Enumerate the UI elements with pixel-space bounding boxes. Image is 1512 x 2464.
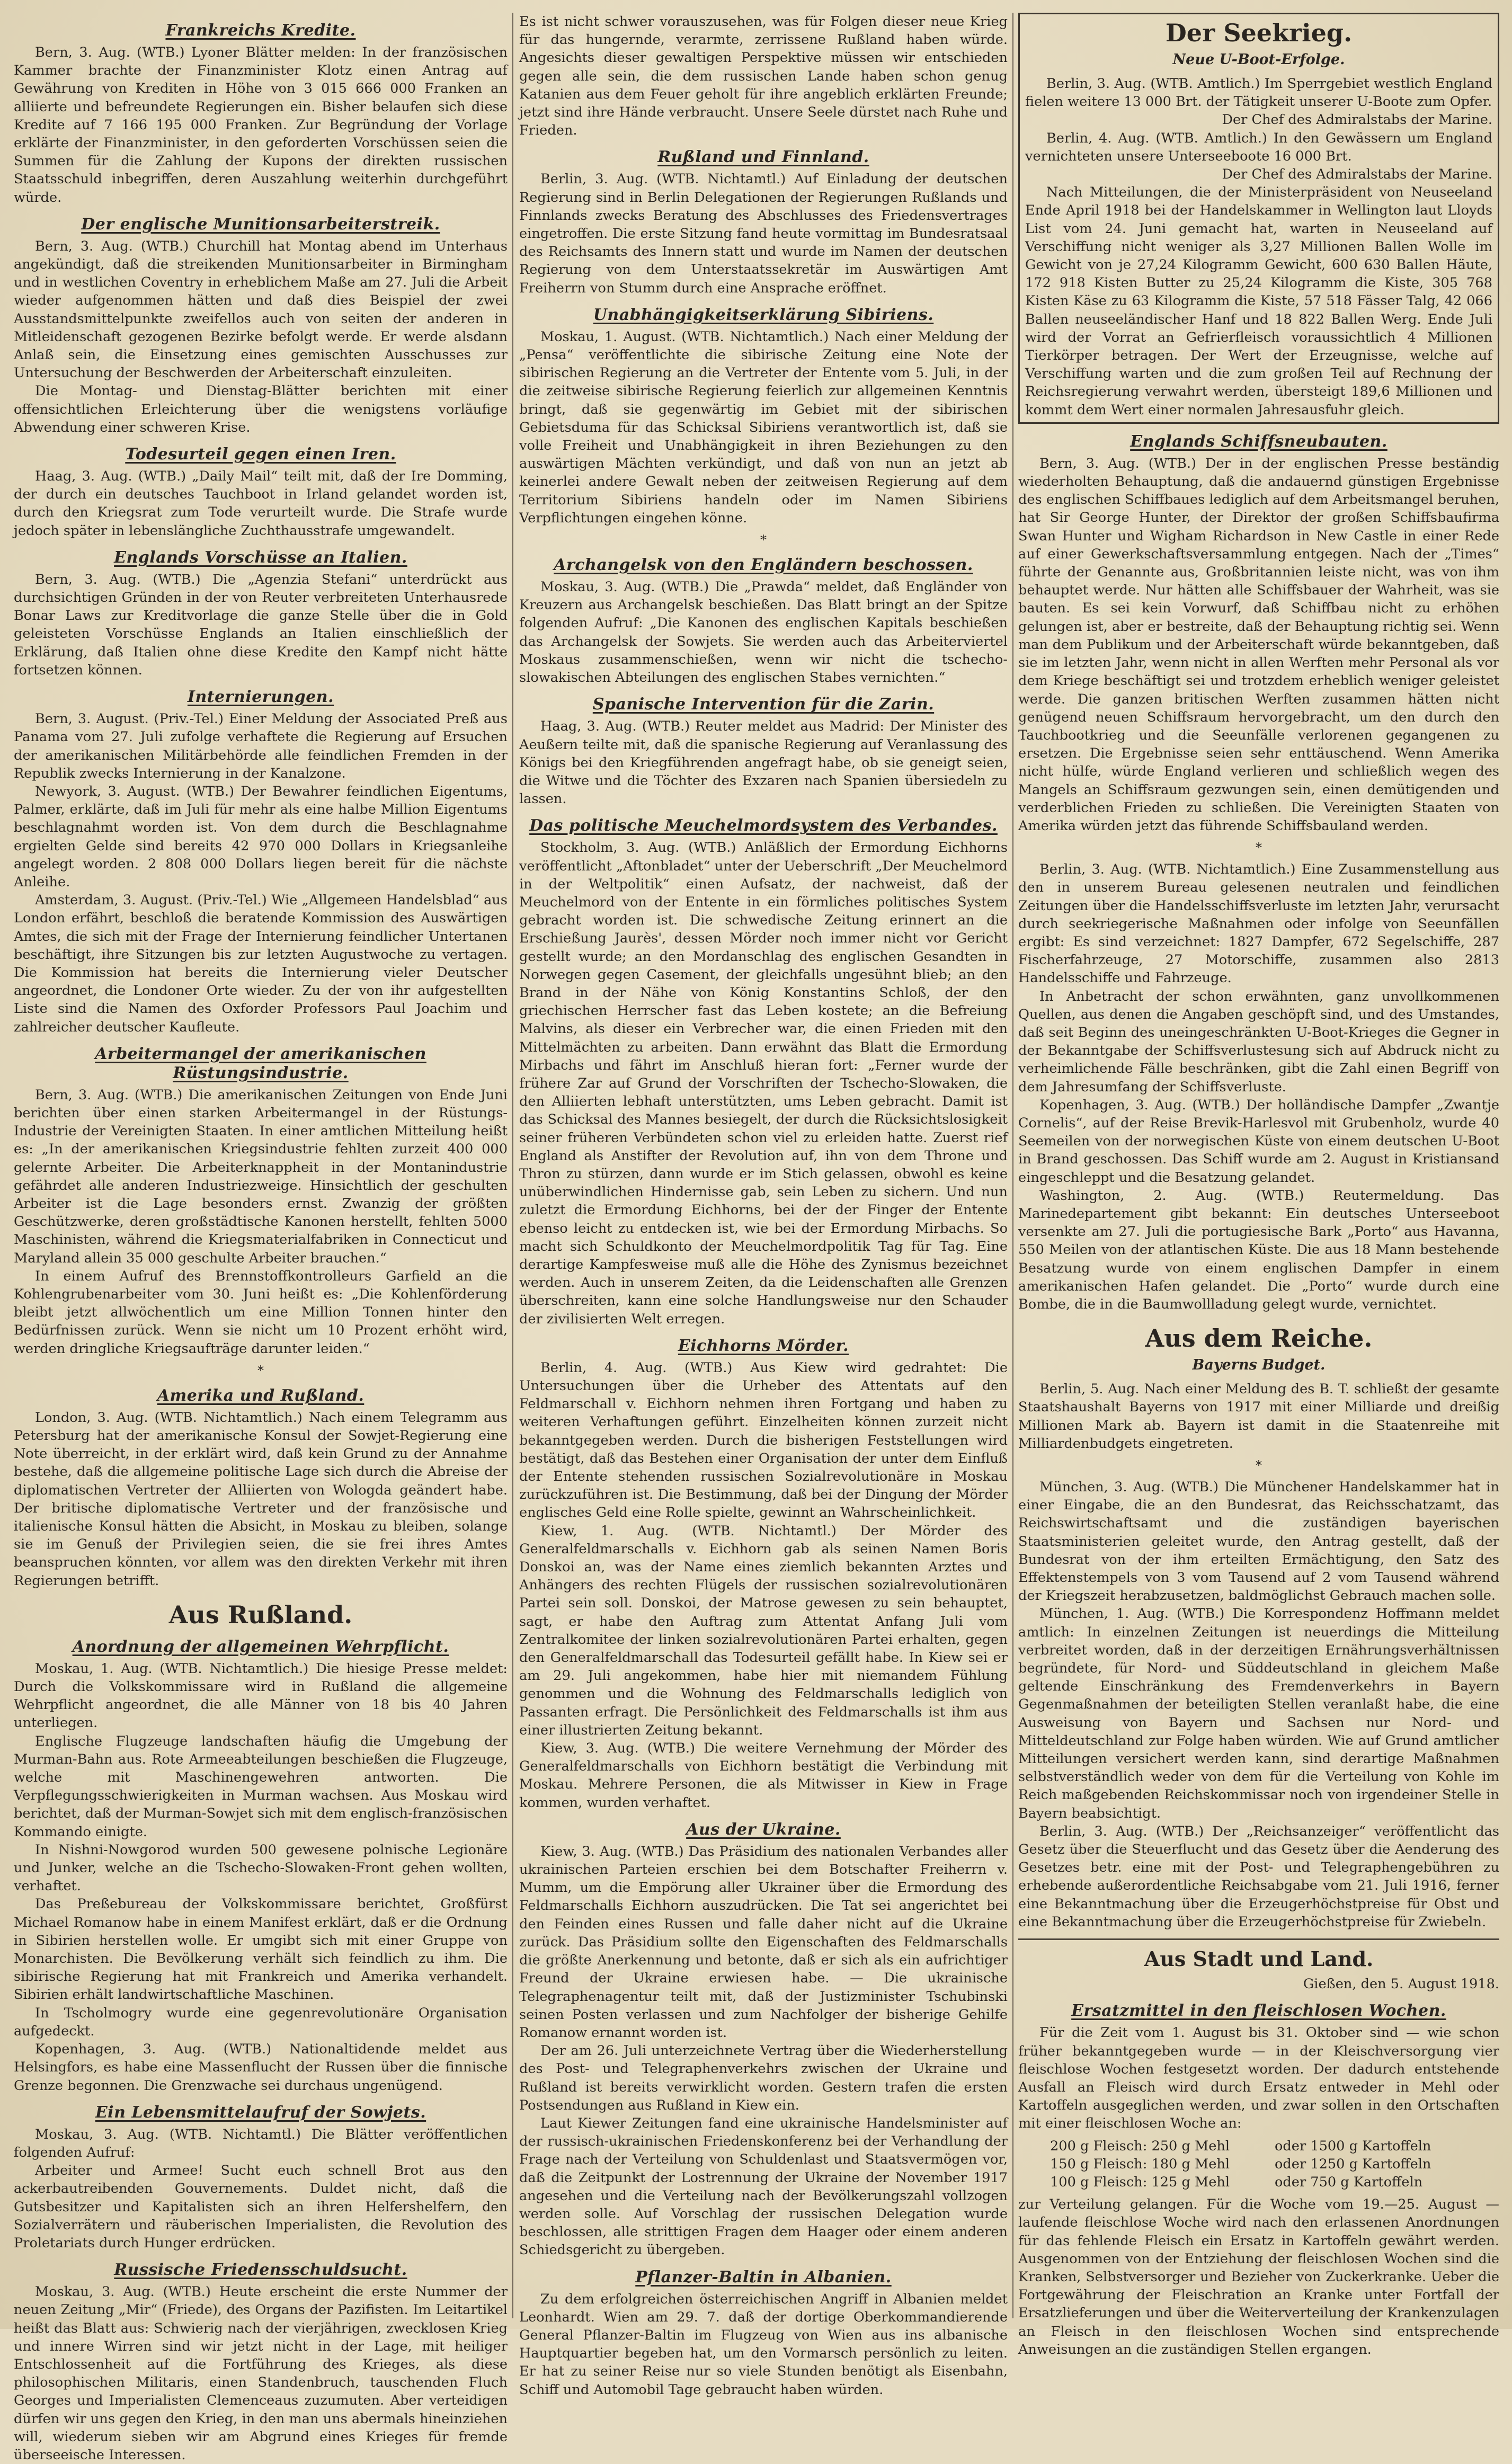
article-paragraph: Amsterdam, 3. August. (Priv.-Tel.) Wie „Allgemeen Handelsblad“ aus London erfährt, beschloß die beratende Kommission des Auswärtigen Amtes, die sich mit der Frage der Internierung feindlicher Untertanen beschäftigt, ihre Sitzungen bis zur letzten Augustwoche zu vertagen. Die Kommission hat bereits die Internierung vieler Deutscher angeordnet, die Londoner Orte wieder. Zu der von ihr aufgestellten Liste sind die Namen des Oxforder Professors Paul Joachim und zahlreicher deutscher Kaufleute.	[14, 892, 508, 1035]
article-title: Eichhorns Mörder.	[678, 1336, 849, 1355]
article-paragraph: Haag, 3. Aug. (WTB.) Reuter meldet aus Madrid: Der Minister des Aeußern teilte mit, daß die spanische Regierung auf Veranlassung des Königs bei den Kriegführenden angefragt habe, ob sie geneigt seien, die Witwe und die Töchter des Exzaren nach Spanien übersiedeln zu lassen.	[519, 718, 1008, 807]
article-internierungen	[14, 688, 508, 1036]
table-row	[1050, 2137, 1499, 2155]
asterisk-separator: *	[1256, 840, 1262, 856]
table-cell: oder 750 g Kartoffeln	[1275, 2174, 1423, 2190]
article-title: Archangelsk von den Engländern beschossen.	[554, 556, 973, 575]
section-title: Der Seekrieg.	[1165, 19, 1353, 47]
column-rule	[1012, 13, 1013, 2318]
article-paragraph: Moskau, 3. Aug. (WTB.) Heute erscheint die erste Nummer der neuen Zeitung „Mir“ (Friede), des Organs der Pazifisten. Im Leitartikel heißt das Blatt aus: Schwierig nach der vierjährigen, zwecklosen Krieg und innere Wirren sind wir jetzt nicht in der Lage, mit heiliger Entschlossenheit auf die Fortführung des Krieges, als diese philosophischen Militaris, einen Standenbruch, tauschenden Fluch Georges und Imperialisten Clemenceaus zuzumuten. Aber verteidigen dürfen wir uns gegen den Krieg, in den man uns abermals hineinziehen will, wiederum sieben wir am Abgrund eines Krieges für fremde überseeische Interessen.	[14, 2284, 508, 2463]
article-russland-finnland	[519, 148, 1008, 297]
article-title: Spanische Intervention für die Zarin.	[592, 695, 935, 714]
article-subtitle: Bayerns Budget.	[1192, 1357, 1326, 1374]
article-paragraph: Die Montag- und Dienstag-Blätter berichten mit einer offensichtlichen Erleichterung über die wenigstens vorläufige Abwendung einer schweren Krise.	[14, 383, 508, 435]
section-divider	[1018, 1938, 1499, 1940]
article-paragraph: Berlin, 5. Aug. Nach einer Meldung des B. T. schließt der gesamte Staatshaushalt Bayerns von 1917 mit einer Milliarde und dreißig Millionen Mark ab. Bayern ist damit in die Staatenreihe mit Milliardenbudgets eingetreten.	[1018, 1381, 1499, 1452]
dateline: Gießen, den 5. August 1918.	[1303, 1976, 1499, 1992]
article-paragraph: Haag, 3. Aug. (WTB.) „Daily Mail“ teilt mit, daß der Ire Domming, der durch ein deutsches Tauchboot in Irland gelandet worden ist, durch den Kriegsrat zum Tode verurteilt wurde. Die Strafe wurde jedoch später in lebenslängliche Zuchthausstrafe umgewandelt.	[14, 468, 508, 539]
article-frankreichs-kredite	[14, 21, 508, 207]
article-title: Amerika und Rußland.	[157, 1386, 364, 1405]
article-paragraph: Washington, 2. Aug. (WTB.) Reutermeldung. Das Marinedepartement gibt bekannt: Ein deutsches Unterseeboot versenkte am 27. Juli die portugiesische Bark „Porto“ aus Havanna, 550 Meilen von der atlantischen Küste. Die aus 18 Mann bestehende Besatzung wurde von einem englischen Dampfer in einem amerikanischen Hafen gelandet. Die „Porto“ wurde durch eine Bombe, die in die Baumwollladung gelegt wurde, vernichtet.	[1018, 1187, 1499, 1312]
article-paragraph: Für die Zeit vom 1. August bis 31. Oktober sind — wie schon früher bekanntgegeben wurde — in der Kleischversorgung vier fleischlose Wochen festgesetzt worden. Der dadurch entstehende Ausfall an Fleisch wird durch Ersatz entweder in Mehl oder Kartoffeln ausgeglichen werden, und zwar sollen in den Ortschaften mit einer fleischlosen Woche an:	[1018, 2025, 1499, 2132]
table-cell: 150 g Fleisch: 180 g Mehl	[1050, 2156, 1230, 2172]
article-sibirien	[519, 306, 1008, 527]
article-stadt-und-land	[1018, 1947, 1499, 2359]
article-paragraph: In einem Aufruf des Brennstoffkontrolleurs Garfield an die Kohlengrubenarbeiter vom 30. Juni heißt es: „Die Kohlenförderung bleibt jetzt allwöchentlich um eine Million Tonnen hinter den Bedürfnissen zurück. Wenn sie nicht um 10 Prozent erhöht wird, werden dringliche Kriegsaufträge darunter leiden.“	[14, 1268, 508, 1357]
article-subtitle: Ersatzmittel in den fleischlosen Wochen.	[1071, 2002, 1446, 2021]
section-title: Aus Stadt und Land.	[1144, 1947, 1374, 1971]
article-paragraph: Der am 26. Juli unterzeichnete Vertrag über die Wiederherstellung des Post- und Telegraphenverkehrs zwischen der Ukraine und Rußland ist bereits verwirklicht worden. Gestern trafen die ersten Postsendungen aus Rußland in Kiew ein.	[519, 2043, 1008, 2113]
article-paragraph: Moskau, 3. Aug. (WTB. Nichtamtl.) Die Blätter veröffentlichen folgenden Aufruf:	[14, 2126, 508, 2160]
article-aus-russland	[14, 1600, 508, 2464]
article-paragraph: Bern, 3. Aug. (WTB.) Churchill hat Montag abend im Unterhaus angekündigt, daß die streikenden Munitionsarbeiter in Birmingham und in westlichen Coventry in erheblichem Maße am 27. Juli die Arbeit wieder aufgenommen hätten und daß dies Beispiel der zwei Ausstandsmittelpunkte zweifellos auch von seiten der anderen in Mitleidenschaft gezogenen Bezirke befolgt werde. Er werde alsdann Anlaß sein, die Einsetzung eines gemischten Ausschusses zur Untersuchung der Beschwerden der Arbeiterschaft einzuleiten.	[14, 238, 508, 381]
article-paragraph: Stockholm, 3. Aug. (WTB.) Anläßlich der Ermordung Eichhorns veröffentlicht „Aftonbladet“ unter der Ueberschrift „Der Meuchelmord in der Weltpolitik“ einen Aufsatz, der nachweist, daß der Meuchelmord von der Entente in ein förmliches politisches System gebracht worden ist. Die schwedische Zeitung erinnert an die Erschießung Jaurès', dessen Mörder noch immer nicht vor Gericht gestellt wurde; an den Mordanschlag des englischen Gesandten in Norwegen gegen Casement, der gleichfalls ungesühnt blieb; an den Brand in der Nähe von König Konstantins Schloß, der den griechischen Herrscher fast das Leben kostete; an die Befreiung Malvins, als dieser ein Verbrecher war, die einen Frieden mit den Mittelmächten zu arbeiten. Dann erwähnt das Blatt die Ermordung Mirbachs und fährt im Anschluß hieran fort: „Ferner wurde der frühere Zar auf Grund der Vorschriften der Tschecho-Slowaken, die den Alliierten lebhaft unterstützten, ums Leben gebracht. Damit ist das Schicksal des Mannes besiegelt, der durch die Rücksichtslosigkeit seiner früheren Verbündeten schon viel zu erleiden hatte. Zuerst rief England als Anstifter der Revolution auf, ihn von dem Throne und Thron zu stürzen, dann wurde er im Stich gelassen, obwohl es keine unüberwindlichen Hindernisse gab, sein Leben zu sichern. Und nun zuletzt die Ermordung Eichhorns, bei der der Finger der Entente ebenso leicht zu entdecken ist, wie bei der Ermordung Mirbachs. So macht sich Schuldkonto der Meuchelmordpolitik Tag für Tag. Eine derartige Kampfesweise muß alle die Höhe des Zynismus bezeichnet werden. Auch in unserem Zeiten, da die Leidenschaften alle Grenzen überschreiten, kann eine solche Handlungsweise nur den Schauder der zivilisierten Welt erregen.	[519, 840, 1008, 1327]
asterisk-separator: *	[760, 532, 767, 548]
article-paragraph: Berlin, 4. Aug. (WTB.) Aus Kiew wird gedrahtet: Die Untersuchungen über die Urheber des Attentats auf den Feldmarschall v. Eichhorn nehmen ihren Fortgang und haben zu weiteren Verhaftungen geführt. Einzelheiten können zurzeit nicht bekanntgegeben werden. Durch die bisherigen Feststellungen wird bestätigt, daß das Bestehen einer Organisation der unter dem Einfluß der Entente stehenden russischen Sozialrevolutionäre in Moskau zurückzuführen ist. Die Bestimmung, daß bei der Dingung der Mörder englisches Geld eine Rolle spielte, gewinnt an Wahrscheinlichkeit.	[519, 1359, 1008, 1521]
article-paragraph: Moskau, 1. August. (WTB. Nichtamtlich.) Nach einer Meldung der „Pensa“ veröffentlichte die sibirische Zeitung eine Note der sibirischen Regierung an die Vertreter der Entente vom 5. Juli, in der die zeitweise sibirische Regierung feierlich zur allgemeinen Kenntnis bringt, daß sie gegenwärtig im Gebiet mit der sibirischen Gebietsduma für das Schicksal Sibiriens verantwortlich ist, daß sie volle Freiheit und Unabhängigkeit in ihren Beziehungen zu den auswärtigen Mächten verkündigt, und daß von nun an jetzt ab keinerlei andere Gewalt neben der zeitweisen Regierung auf dem Territorium Sibiriens handeln oder im Namen Sibiriens Verpflichtungen eingehen könne.	[519, 328, 1008, 526]
article-pflanzer-baltin	[519, 2268, 1008, 2399]
article-paragraph: Bern, 3. Aug. (WTB.) Die amerikanischen Zeitungen von Ende Juni berichten über einen starken Arbeitermangel in der Rüstungs-Industrie der Vereinigten Staaten. In einer amtlichen Mitteilung heißt es: „In der amerikanischen Kriegsindustrie fehlten zurzeit 400 000 gelernte Arbeiter. Die Arbeiterknappheit in der Montanindustrie gefährdet alle anderen Industriezweige. Hinsichtlich der geschulten Arbeiter ist die Lage besonders ernst. Zwanzig der größten Geschützwerke, deren großstädtische Kanonen herstellt, fehlten 5000 Maschinisten, während die Kriegsmaterialfabriken in Connecticut und Maryland allein 35 000 geschulte Arbeiter brauchen.“	[14, 1087, 508, 1266]
article-paragraph: Moskau, 1. Aug. (WTB. Nichtamtlich.) Die hiesige Presse meldet: Durch die Volkskommissare wird in Rußland die allgemeine Wehrpflicht angeordnet, die alle Männer von 18 bis 40 Jahren unterliegen.	[14, 1660, 508, 1731]
article-paragraph: Berlin, 3. Aug. (WTB.) Der „Reichsanzeiger“ veröffentlicht das Gesetz über die Steuerflucht und das Gesetz über die Aenderung des Gesetzes betr. eine mit der Post- und Telegraphengebühren zu erhebende außerordentliche Reichsabgabe vom 21. Juli 1916, ferner eine Bekanntmachung über die Erzeugerhöchstpreise für Obst und eine Bekanntmachung über die Erzeugerhöchstpreise für Zwiebeln.	[1018, 1823, 1499, 1930]
article-paragraph: München, 1. Aug. (WTB.) Die Korrespondenz Hoffmann meldet amtlich: In einzelnen Zeitungen ist neuerdings die Mitteilung verbreitet worden, daß in der derzeitigen Ernährungsverhältnissen begründete, für Nord- und Süddeutschland in gleichem Maße geltende Einschränkung des Fremdenverkehrs in Bayern Gegenmaßnahmen der beteiligten Stellen veranlaßt habe, die eine Ausweisung von Bayern und Sachsen nur Nord- und Mitteldeutschland zur Folge haben würden. Wie auf Grund amtlicher Mitteilungen versichert werden kann, sind derartige Maßnahmen selbstverständlich weder von dem für die Verteilung von Kohle im Reich maßgebenden Reichskommissar noch von irgendeiner Stelle in Bayern beabsichtigt.	[1018, 1606, 1499, 1821]
article-title: Englands Schiffsneubauten.	[1130, 432, 1388, 451]
column-middle	[519, 13, 1008, 2398]
article-paragraph: Kiew, 3. Aug. (WTB.) Das Präsidium des nationalen Verbandes aller ukrainischen Parteien erschien bei dem Botschafter Freiherrn v. Mumm, um die Empörung aller Ukrainer über die Ermordung des Feldmarschalls Eichhorn auszudrücken. Die Tat sei angerichtet bei den Feinden eines Russen und falle daher nicht auf die Ukraine zurück. Das Präsidium sollte den Eigenschaften des Feldmarschalls die größte Anerkennung und betonte, daß er sich als ein aufrichtiger Freund der Ukraine erwiesen habe. — Die ukrainische Telegraphenagentur teilt mit, daß der Justizminister Tschubinski seinen Posten verlassen und zum Nachfolger der bisherige Gehilfe Romanow ernannt worden ist.	[519, 1843, 1008, 2041]
table-cell: oder 1250 g Kartoffeln	[1275, 2156, 1431, 2172]
column-rule	[512, 13, 513, 2318]
column-left	[14, 13, 508, 2463]
article-paragraph: Kiew, 3. Aug. (WTB.) Die weitere Vernehmung der Mörder des Generalfeldmarschalls von Eichhorn bestätigt die Verbindung mit Moskau. Mehrere Personen, die als Mitwisser in Kiew in Frage kommen, wurden verhaftet.	[519, 1740, 1008, 1811]
article-paragraph: Berlin, 3. Aug. (WTB. Nichtamtlich.) Eine Zusammenstellung aus den in unserem Bureau gelesenen neutralen und feindlichen Zeitungen über die Handelsschiffsverluste im letzten Jahr, verursacht durch seekriegerische Maßnahmen oder infolge von Seeunfällen ergibt: Es sind verzeichnet: 1827 Dampfer, 672 Segelschiffe, 287 Fischerfahrzeuge, 27 Motorschiffe, zusammen also 2813 Handelsschiffe und Fahrzeuge.	[1018, 861, 1499, 986]
article-amerika-russland	[14, 1386, 508, 1590]
article-title: Das politische Meuchelmordsystem des Verbandes.	[529, 816, 998, 835]
article-paragraph: Berlin, 3. Aug. (WTB. Amtlich.) Im Sperrgebiet westlich England fielen weitere 13 000 Brt. der Tätigkeit unserer U-Boote zum Opfer.	[1025, 76, 1492, 110]
asterisk-separator: *	[257, 1363, 264, 1378]
asterisk-separator: *	[1256, 1458, 1262, 1473]
section-title: Aus dem Reiche.	[1145, 1324, 1373, 1353]
article-paragraph: Das Preßebureau der Volkskommissare berichtet, Großfürst Michael Romanow habe in einem Manifest erklärt, daß er die Ordnung in Sibirien herstellen wolle. Er umgibt sich mit einer Gruppe von Monarchisten. Die Bevölkerung verhält sich feindlich zu ihm. Die sibirische Regierung hat mit Frankreich und Amerika verhandelt. Sibirien erhält landwirtschaftliche Maschinen.	[14, 1896, 508, 2003]
article-title: Der englische Munitionsarbeiterstreik.	[81, 215, 440, 234]
article-paragraph: Laut Kiewer Zeitungen fand eine ukrainische Handelsminister auf der russisch-ukrainischen Friedenskonferenz bei der Verhandlung der Frage nach der Verteilung von Schuldenlast und Staatsvermögen vor, daß die Zeitpunkt der Lostrennung der Ukraine der November 1917 angesehen und die Verteilung nach der Bevölkerungszahl vollzogen werden solle. Auf Vorschlag der russischen Delegation wurde beschlossen, alle strittigen Fragen dem Haager oder einem anderen Schiedsgericht zu übergeben.	[519, 2115, 1008, 2258]
article-munitionsarbeiterstreik	[14, 215, 508, 437]
article-title: Rußland und Finnland.	[657, 148, 869, 167]
article-paragraph: Kopenhagen, 3. Aug. (WTB.) Der holländische Dampfer „Zwantje Cornelis“, auf der Reise Brevik-Harlesvol mit Grubenholz, wurde 40 Seemeilen von der norwegischen Küste von einem deutschen U-Boot in Brand geschossen. Das Schiff wurde am 2. August in Kristiansand eingeschleppt und die Besatzung gelandet.	[1018, 1097, 1499, 1186]
article-paragraph: Berlin, 4. Aug. (WTB. Amtlich.) In den Gewässern um England vernichteten unsere Unterseeboote 16 000 Brt.	[1025, 130, 1492, 164]
article-englands-vorschuesse	[14, 548, 508, 679]
article-paragraph: Es ist nicht schwer vorauszusehen, was für Folgen dieser neue Krieg für das hungernde, verarmte, zerrissene Rußland haben würde. Angesichts dieser gewaltigen Perspektive müssen wir entschieden gegen alle sein, die dem russischen Lande haben schon genug Katanien aus dem Feuer geholt für ihre angeblich erklärten Freunde; jetzt sind ihre Hände verbraucht. Unsere Seele dürstet nach Ruhe und Frieden.	[519, 14, 1008, 139]
table-row	[1050, 2155, 1499, 2173]
table-row	[1050, 2173, 1499, 2191]
article-signature: Der Chef des Admiralstabs der Marine.	[1222, 112, 1492, 128]
article-zarin	[519, 695, 1008, 808]
ration-table	[1050, 2137, 1499, 2192]
article-paragraph: Bern, 3. August. (Priv.-Tel.) Einer Meldung der Associated Preß aus Panama vom 27. Juli zufolge verhaftete die Regierung auf Ersuchen der amerikanischen Militärbehörde alle feindlichen Fremden in der Republik zwecks Internierung in der Kanalzone.	[14, 711, 508, 781]
article-paragraph: Arbeiter und Armee! Sucht euch schnell Brot aus den ackerbautreibenden Gouvernements. Duldet nicht, daß die Gutsbesitzer und Kapitalisten sich an ihren Helfershelfern, den Sozialverrätern und räuberischen Imperialisten, die Revolution des Proletariats durch Hunger erdrücken.	[14, 2163, 508, 2251]
article-paragraph: Bern, 3. Aug. (WTB.) Die „Agenzia Stefani“ unterdrückt aus durchsichtigen Gründen in der von Reuter verbreiteten Unterhausrede Bonar Laws zur Kreditvorlage die ganze Stelle über die in Gold geleisteten Vorschüsse Englands an Italien einschließlich der Erklärung, daß Italien ohne diese Kredite den Kampf nicht hätte fortsetzen können.	[14, 571, 508, 678]
article-paragraph: Englische Flugzeuge landschaften häufig die Umgebung der Murman-Bahn aus. Rote Armeeabteilungen beschießen die Flugzeuge, welche mit Maschinengewehren antworten. Die Verpflegungsschwierigkeiten in Murman wachsen. Aus Moskau wird berichtet, daß der Murman-Sowjet sich mit dem englisch-französischen Kommando einigte.	[14, 1733, 508, 1840]
article-seekrieg	[1018, 13, 1499, 424]
article-continuation	[519, 13, 1008, 139]
article-title: Frankreichs Kredite.	[165, 21, 356, 40]
article-paragraph: London, 3. Aug. (WTB. Nichtamtlich.) Nach einem Telegramm aus Petersburg hat der amerikanische Konsul der Sowjet-Regierung eine Note überreicht, in der erklärt wird, daß kein Grund zu der Annahme bestehe, daß die allgemeine politische Lage sich durch die Abreise der diplomatischen Vertreter der Alliierten von Wologda geändert habe. Der britische diplomatische Vertreter und der französische und italienische Konsul hätten die Absicht, in Moskau zu bleiben, solange sie im Genuß der Privilegien seien, die sie frei ihres Amtes beanspruchen könnten, vor allem was den direkten Verkehr mit ihren Regierungen betrifft.	[14, 1409, 508, 1589]
article-paragraph: zur Verteilung gelangen. Für die Woche vom 19.—25. August — laufende fleischlose Woche wird nach den erlassenen Anordnungen für das fehlende Fleisch ein Ersatz in Kartoffeln gewährt werden. Ausgenommen von der Entziehung der fleischlosen Wochen sind die Kranken, Selbstversorger und Bezieher von Zuckerkranke. Ueber die Fortgewährung der Fleischration an Kranke unter Fortfall der Ersatzlieferungen und über die Weiterverteilung der Krankenzulagen an Fleisch in den fleischlosen Wochen sind entsprechende Anweisungen an die zuständigen Stellen ergangen.	[1018, 2196, 1499, 2358]
article-paragraph: Bern, 3. Aug. (WTB.) Der in der englischen Presse beständig wiederholten Behauptung, daß die andauernd günstigen Ergebnisse des englischen Schiffbaues lediglich auf dem Arbeitsmangel beruhen, hat Sir George Hunter, der Direktor der großen Schiffsbaufirma Swan Hunter und Wigham Richardson in New Castle in einer Rede auf einer Gewerkschaftsversammlung entgegen. Nach der „Times“ führte der Genannte aus, Großbritannien leiste nicht, was von ihm behauptet werde. Nur hätten alle Schiffsbauer der Wahrheit, was sie bauten. Es sei kein Vorwurf, daß Schiffbau nicht zu erhöhen gelungen ist, aber er bestreite, daß der Behauptung richtig sei. Wenn man dem Publikum und der Arbeiterschaft würde bekanntgeben, daß sie im letzten Jahr, wenn nicht in allen Werften mehr Personal als vor dem Kriege beschäftigt sei und trotzdem erheblich weniger geleistet werde. Die ganzen britischen Werften zusammen hätten nicht genügend neuen Schiffsraum hervorgebracht, um den durch den Tauchbootkrieg und die Seeunfälle verlorenen gegangenen zu ersetzen. Die Ergebnisse seien sehr enttäuschend. Wenn Amerika nicht hülfe, würde England verlieren und schließlich wegen des Mangels an Schiffsraum gezwungen sein, einen demütigenden und verderblichen Frieden zu schließen. Die Vereinigten Staaten von Amerika würden jetzt das führende Schiffsbauland werden.	[1018, 455, 1499, 834]
article-subtitle: Russische Friedensschuldsucht.	[114, 2261, 407, 2280]
article-arbeitermangel	[14, 1045, 508, 1358]
article-signature: Der Chef des Admiralstabs der Marine.	[1222, 166, 1492, 183]
article-schiffsverluste	[1018, 860, 1499, 1313]
article-eichhorns-moerder	[519, 1337, 1008, 1812]
article-paragraph: Kopenhagen, 3. Aug. (WTB.) Nationaltidende meldet aus Helsingfors, es habe eine Massenflucht der Russen über die finnische Grenze begonnen. Die Grenzwache sei durchaus ungenügend.	[14, 2041, 508, 2094]
table-cell: 100 g Fleisch: 125 g Mehl	[1050, 2174, 1230, 2190]
section-title: Aus Rußland.	[168, 1600, 353, 1629]
article-paragraph: Nach Mitteilungen, die der Ministerpräsident von Neuseeland Ende April 1918 bei der Handelskammer in Wellington laut Lloyds List vom 24. Juni gemacht hat, warten in Neuseeland auf Verschiffung nicht weniger als 3,27 Millionen Ballen Wolle im Gewicht von je 27,24 Kilogramm Gewicht, 600 630 Ballen Häute, 172 918 Kisten Butter zu 25,24 Kilogramm die Kiste, 305 768 Kisten Käse zu 63 Kilogramm die Kiste, 57 518 Fässer Talg, 42 066 Ballen neuseeländischer Hanf und 18 822 Ballen Werg. Ende Juli wird der Vorrat an Gefrierfleisch voraussichtlich 4 Millionen Tierkörper betragen. Der Wert der Erzeugnisse, welche auf Verschiffung warten und die zum großen Teil auf Rechnung der Reichsregierung verwahrt werden, übersteigt 189,6 Millionen und kommt dem Wert einer normalen Jahresausfuhr gleich.	[1025, 184, 1492, 418]
article-paragraph: Kiew, 1. Aug. (WTB. Nichtamtl.) Der Mörder des Generalfeldmarschalls v. Eichhorn gab als seinen Namen Boris Donskoi an, was der Name eines ziemlich bekannten Arztes und Anhängers des rechten Flügels der russischen sozialrevolutionären Partei sein soll. Donskoi, der Matrose gewesen zu sein behauptet, sagt, er habe den Auftrag zum Attentat Anfang Juli vom Zentralkomitee der linken sozialrevolutionären Partei erhalten, gegen den Generalfeldmarschall das Todesurteil gefällt habe. In Kiew sei er am 29. Juli angekommen, habe hier mit niemandem Fühlung genommen und die Wohnung des Feldmarschalls lediglich von Passanten erfragt. Die Persönlichkeit des Feldmarschalls ist ihm aus einer illustrierten Zeitung bekannt.	[519, 1523, 1008, 1738]
article-ukraine	[519, 1820, 1008, 2260]
article-title: Pflanzer-Baltin in Albanien.	[635, 2267, 892, 2287]
article-title: Internierungen.	[187, 688, 334, 707]
article-paragraph: Moskau, 3. Aug. (WTB.) Die „Prawda“ meldet, daß Engländer von Kreuzern aus Archangelsk beschießen. Das Blatt bringt an der Spitze folgenden Aufruf: „Die Kanonen des englischen Kapitals beschießen das Archangelsk der Sowjets. Sie werden auch das Arbeiterviertel Moskaus zusammenschießen, wenn wir nicht die tschecho-slowakischen Abteilungen des englischen Stabes vernichten.“	[519, 579, 1008, 686]
article-meuchelmordsystem	[519, 816, 1008, 1328]
article-schiffsneubauten	[1018, 432, 1499, 835]
article-title: Arbeitermangel der amerikanischen Rüstungsindustrie.	[95, 1044, 426, 1082]
article-title: Englands Vorschüsse an Italien.	[114, 548, 407, 567]
article-paragraph: Bern, 3. Aug. (WTB.) Lyoner Blätter melden: In der französischen Kammer brachte der Finanzminister Klotz einen Antrag auf Gewährung von Krediten in Höhe von 3 015 666 000 Franken an alliierte und befreundete Regierungen ein. Bisher belaufen sich diese Kredite auf 7 166 195 000 Franken. Zur Begründung der Vorlage erklärte der Finanzminister, in den geforderten Vorschüssen seien die Summen für die Zahlung der Kupons der direkten russischen Staatsschuld inbegriffen, deren Auszahlung weiterhin durchgeführt würde.	[14, 45, 508, 206]
article-paragraph: In Nishni-Nowgorod wurden 500 gewesene polnische Legionäre und Junker, welche an die Tschecho-Slowaken-Front gehen wollten, verhaftet.	[14, 1842, 508, 1894]
article-title: Unabhängigkeitserklärung Sibiriens.	[593, 305, 934, 324]
article-paragraph: In Anbetracht der schon erwähnten, ganz unvollkommenen Quellen, aus denen die Angaben geschöpft sind, und des Umstandes, daß seit Beginn des uneingeschränkten U-Boot-Krieges die Gegner in der Bekanntgabe der Schiffsverlustesung sich auf Abdruck nicht zu verheimlichende Fälle beschränken, gibt die Zahl einen Begriff von dem Jahresumfang der Schiffsverluste.	[1018, 988, 1499, 1095]
article-subtitle: Neue U-Boot-Erfolge.	[1172, 51, 1345, 68]
column-right	[1018, 13, 1499, 2358]
article-aus-dem-reiche	[1018, 1324, 1499, 1931]
article-subtitle: Ein Lebensmittelaufruf der Sowjets.	[95, 2103, 426, 2122]
article-paragraph: Zu dem erfolgreichen österreichischen Angriff in Albanien meldet Leonhardt. Wien am 29. 7. daß der dortige Oberkommandierende General Pflanzer-Baltin im Flugzeug von Wien aus ins albanische Hauptquartier begeben hat, um den Vormarsch persönlich zu leiten. Er hat zu seiner Reise nur so viele Stunden benötigt als Eisenbahn, Schiff und Automobil Tage gebraucht haben würden.	[519, 2291, 1008, 2398]
article-todesurteil	[14, 445, 508, 540]
article-paragraph: Berlin, 3. Aug. (WTB. Nichtamtl.) Auf Einladung der deutschen Regierung sind in Berlin Delegationen der Regierungen Rußlands und Finnlands zwecks Beratung des Abschlusses des Friedensvertrages eingetroffen. Die erste Sitzung fand heute vormittag im Bundesratsaal des Reichsamts des Innern statt und wurde im Namen der deutschen Regierung von dem Unterstaatssekretär im Auswärtigen Amt Freiherrn von Stumm durch eine Ansprache eröffnet.	[519, 171, 1008, 296]
article-paragraph: In Tscholmogry wurde eine gegenrevolutionäre Organisation aufgedeckt.	[14, 2005, 508, 2039]
table-cell: 200 g Fleisch: 250 g Mehl	[1050, 2138, 1230, 2154]
table-cell: oder 1500 g Kartoffeln	[1275, 2138, 1431, 2154]
article-paragraph: Newyork, 3. August. (WTB.) Der Bewahrer feindlichen Eigentums, Palmer, erklärte, daß im Juli für mehr als eine halbe Million Eigentums beschlagnahmt worden ist. Von dem durch die Beschlagnahme ergielten Gelde sind bereits 42 970 000 Dollars in Kriegsanleihe angelegt worden. 2 808 000 Dollars liegen bereit für die nächste Anleihe.	[14, 783, 508, 890]
article-title: Todesurteil gegen einen Iren.	[125, 445, 396, 464]
article-title: Aus der Ukraine.	[686, 1820, 841, 1839]
article-paragraph: München, 3. Aug. (WTB.) Die Münchener Handelskammer hat in einer Eingabe, die an den Bundesrat, das Reichsschatzamt, das Reichswirtschaftsamt und die zuständigen bayerischen Staatsministerien geleitet wurde, den Antrag gestellt, daß der Bundesrat von der ihm erteilten Ermächtigung, den Satz des Effektenstempels von 3 vom Tausend auf 2 vom Tausend während der Kriegszeit herabzusetzen, baldmöglichst Gebrauch machen solle.	[1018, 1479, 1499, 1604]
article-archangelsk	[519, 556, 1008, 687]
article-subtitle: Anordnung der allgemeinen Wehrpflicht.	[72, 1637, 449, 1656]
